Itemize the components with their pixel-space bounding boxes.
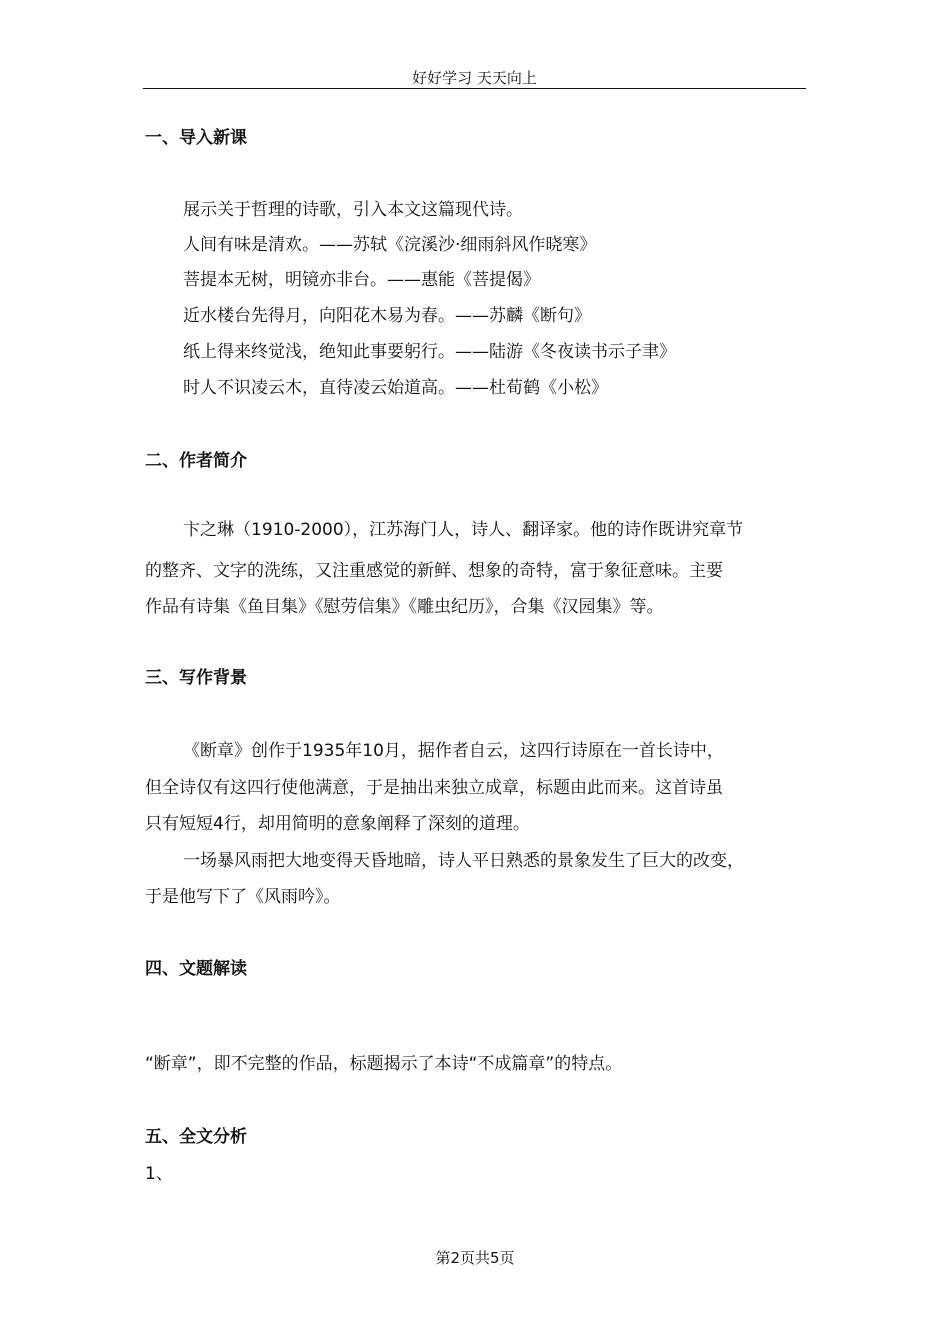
section-heading-analysis: 五、全文分析: [145, 1127, 247, 1147]
background-line: 《断章》创作于1935年10月，据作者自云，这四行诗原在一首长诗中，: [183, 741, 724, 761]
background-line: 只有短短4行，却用简明的意象阐释了深刻的道理。: [145, 814, 530, 834]
intro-line: 时人不识凌云木，直待凌云始道高。——杜荀鹤《小松》: [183, 378, 608, 398]
intro-line: 展示关于哲理的诗歌，引入本文这篇现代诗。: [183, 200, 523, 220]
section-heading-intro: 一、导入新课: [145, 128, 247, 148]
title-interpretation-line: “断章”，即不完整的作品，标题揭示了本诗“不成篇章”的特点。: [145, 1054, 623, 1074]
author-line: 的整齐、文字的洗练，又注重感觉的新鲜、想象的奇特，富于象征意味。主要: [145, 561, 723, 581]
page-number: 第2页共5页: [435, 1249, 515, 1267]
author-line: 卞之琳（1910-2000），江苏海门人，诗人、翻译家。他的诗作既讲究章节: [183, 520, 744, 540]
analysis-line: 1、: [145, 1164, 173, 1184]
intro-line: 人间有味是清欢。——苏轼《浣溪沙·细雨斜风作晓寒》: [183, 235, 597, 255]
background-line: 于是他写下了《风雨吟》。: [145, 887, 341, 907]
section-heading-title-interpretation: 四、文题解读: [145, 959, 247, 979]
intro-line: 近水楼台先得月，向阳花木易为春。——苏麟《断句》: [183, 306, 591, 326]
background-line: 但全诗仅有这四行使他满意，于是抽出来独立成章，标题由此而来。这首诗虽: [145, 778, 723, 798]
section-heading-background: 三、写作背景: [145, 668, 247, 688]
author-line: 作品有诗集《鱼目集》《慰劳信集》《雕虫纪历》，合集《汉园集》等。: [145, 597, 664, 617]
background-line: 一场暴风雨把大地变得天昏地暗，诗人平日熟悉的景象发生了巨大的改变，: [183, 851, 744, 871]
intro-line: 菩提本无树，明镜亦非台。——惠能《菩提偈》: [183, 270, 540, 290]
header-rule: [143, 88, 806, 89]
section-heading-author: 二、作者简介: [145, 451, 247, 471]
intro-line: 纸上得来终觉浅，绝知此事要躬行。——陆游《冬夜读书示子聿》: [183, 342, 676, 362]
page-header: 好好学习 天天向上: [412, 69, 537, 87]
